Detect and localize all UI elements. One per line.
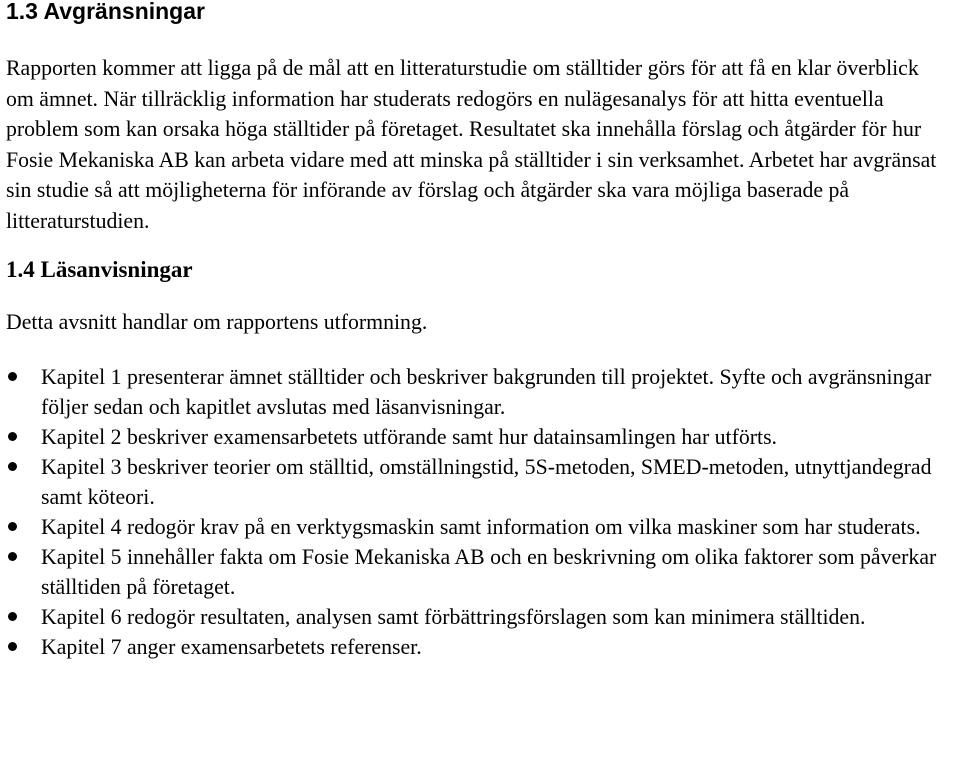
list-item (6, 362, 956, 422)
list-item-text: Kapitel 7 anger examensarbetets referenser. (41, 634, 422, 659)
list-item (6, 422, 956, 452)
bullet-icon (8, 432, 17, 441)
list-item-text: Kapitel 2 beskriver examensarbetets utförande samt hur datainsamlingen har utförts. (41, 424, 778, 449)
section-heading-lasanvisningar: 1.4 Läsanvisningar (6, 257, 193, 282)
document-page (6, 0, 951, 662)
list-item (6, 452, 956, 512)
list-item (6, 542, 956, 602)
section-heading-avgransningar: 1.3 Avgränsningar (6, 0, 205, 24)
list-item-text: Kapitel 3 beskriver teorier om ställtid, omställningstid, 5S-metoden, SMED-metoden, utnyttjandegrad samt köteori. (41, 454, 932, 509)
bullet-icon (8, 612, 17, 621)
chapter-list (6, 362, 951, 662)
list-item (6, 602, 956, 632)
bullet-icon (8, 522, 17, 531)
list-item-text: Kapitel 5 innehåller fakta om Fosie Mekaniska AB och en beskrivning om olika faktorer som påverkar ställtiden på företaget. (41, 544, 937, 599)
bullet-icon (8, 462, 17, 471)
list-item (6, 512, 956, 542)
bullet-icon (8, 552, 17, 561)
list-item-text: Kapitel 4 redogör krav på en verktygsmaskin samt information om vilka maskiner som har studerats. (41, 514, 921, 539)
bullet-icon (8, 642, 17, 651)
list-item (6, 632, 956, 662)
avgransningar-paragraph: Rapporten kommer att ligga på de mål att en litteraturstudie om ställtider görs för att få en klar överblick om ämnet. När tillräcklig information har studerats redogörs en nulägesanalys för att hitta eventuella problem som kan orsaka höga ställtider på företaget. Resultatet ska innehålla förslag och åtgärder för hur Fosie Mekaniska AB kan arbeta vidare med att minska på ställtider i sin verksamhet. Arbetet har avgränsat sin studie så att möjligheterna för införande av förslag och åtgärder ska vara möjliga baserade på litteraturstudien. (6, 56, 937, 233)
list-item-text: Kapitel 6 redogör resultaten, analysen samt förbättringsförslagen som kan minimera ställtiden. (41, 604, 866, 629)
lasanvisningar-intro: Detta avsnitt handlar om rapportens utformning. (6, 310, 428, 334)
bullet-icon (8, 372, 17, 381)
list-item-text: Kapitel 1 presenterar ämnet ställtider och beskriver bakgrunden till projektet. Syfte och avgränsningar följer sedan och kapitlet avslutas med läsanvisningar. (41, 364, 932, 419)
